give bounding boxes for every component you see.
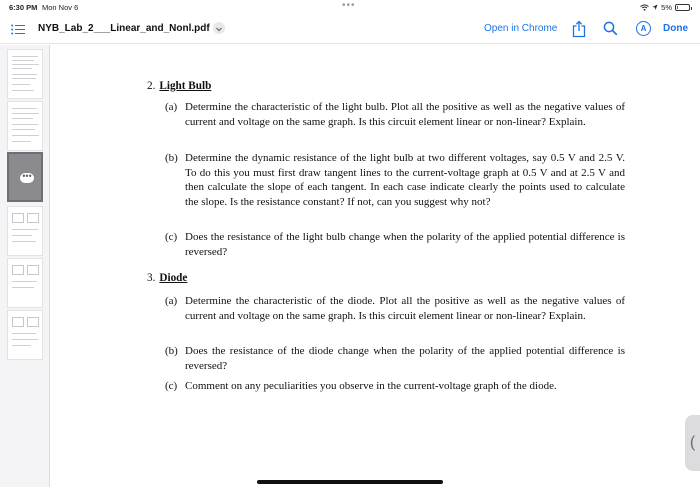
- question-item: (b) Does the resistance of the diode change when the polarity of the applied potential difference is reversed?: [165, 345, 625, 372]
- question-item: (a) Determine the characteristic of the light bulb. Plot all the positive as well as the negative values of current and voltage on the same graph. Is this circuit element linear or non-linear? Explain.: [165, 101, 625, 128]
- page-thumbnail[interactable]: [7, 49, 43, 99]
- markup-icon[interactable]: A: [636, 21, 651, 36]
- section-heading: 2. Light Bulb: [147, 80, 212, 92]
- question-item: (c) Does the resistance of the light bulb change when the polarity of the applied potential difference is reversed?: [165, 231, 625, 258]
- chevron-left-icon[interactable]: (: [685, 415, 700, 471]
- chevron-down-icon[interactable]: [213, 22, 225, 34]
- share-icon[interactable]: [572, 20, 586, 38]
- page-thumbnail[interactable]: [7, 101, 43, 151]
- status-date: Mon Nov 6: [42, 3, 79, 12]
- page-thumbnail[interactable]: [7, 258, 43, 308]
- page-thumbnail[interactable]: [7, 310, 43, 360]
- question-item: (b) Determine the dynamic resistance of the light bulb at two different voltages, say 0.5 V and 2.5 V. To do this you must first draw tangent lines to the current-voltage graph at 0.5 V and at 2.5 V and then calculate the slope of each tangent. In each case indicate clearly the points used to calculate the slope. Is the resistance constant? If not, can you suggest why not?: [165, 152, 625, 208]
- document-title[interactable]: NYB_Lab_2___Linear_and_Nonl.pdf: [38, 23, 210, 34]
- ellipsis-icon[interactable]: •••: [20, 173, 34, 183]
- thumbnail-sidebar: [0, 45, 50, 487]
- section-title: Light Bulb: [159, 80, 212, 92]
- home-indicator[interactable]: [257, 480, 443, 484]
- search-icon[interactable]: [603, 21, 618, 36]
- page-thumbnail[interactable]: [7, 206, 43, 256]
- done-button[interactable]: Done: [663, 23, 688, 34]
- question-item: (a) Determine the characteristic of the diode. Plot all the positive as well as the negative values of current and voltage on the same graph. Is this circuit element linear or non-linear? Explain.: [165, 295, 625, 322]
- battery-percent: 5%: [661, 3, 672, 12]
- question-item: (c) Comment on any peculiarities you observe in the current-voltage graph of the diode.: [165, 380, 557, 392]
- location-icon: [652, 4, 658, 11]
- list-icon[interactable]: [11, 24, 25, 35]
- battery-icon: [675, 4, 690, 11]
- status-time: 6:30 PM: [9, 3, 38, 12]
- pdf-page: [52, 45, 700, 487]
- multitasking-dots[interactable]: •••: [342, 0, 356, 11]
- status-bar: [0, 0, 700, 16]
- section-title: Diode: [159, 272, 188, 284]
- section-heading: 3. Diode: [147, 272, 188, 284]
- page-thumbnail-selected[interactable]: [7, 152, 43, 202]
- toolbar: [0, 16, 700, 44]
- wifi-icon: [640, 4, 649, 11]
- status-right: [640, 3, 690, 12]
- open-in-chrome-button[interactable]: Open in Chrome: [484, 23, 558, 34]
